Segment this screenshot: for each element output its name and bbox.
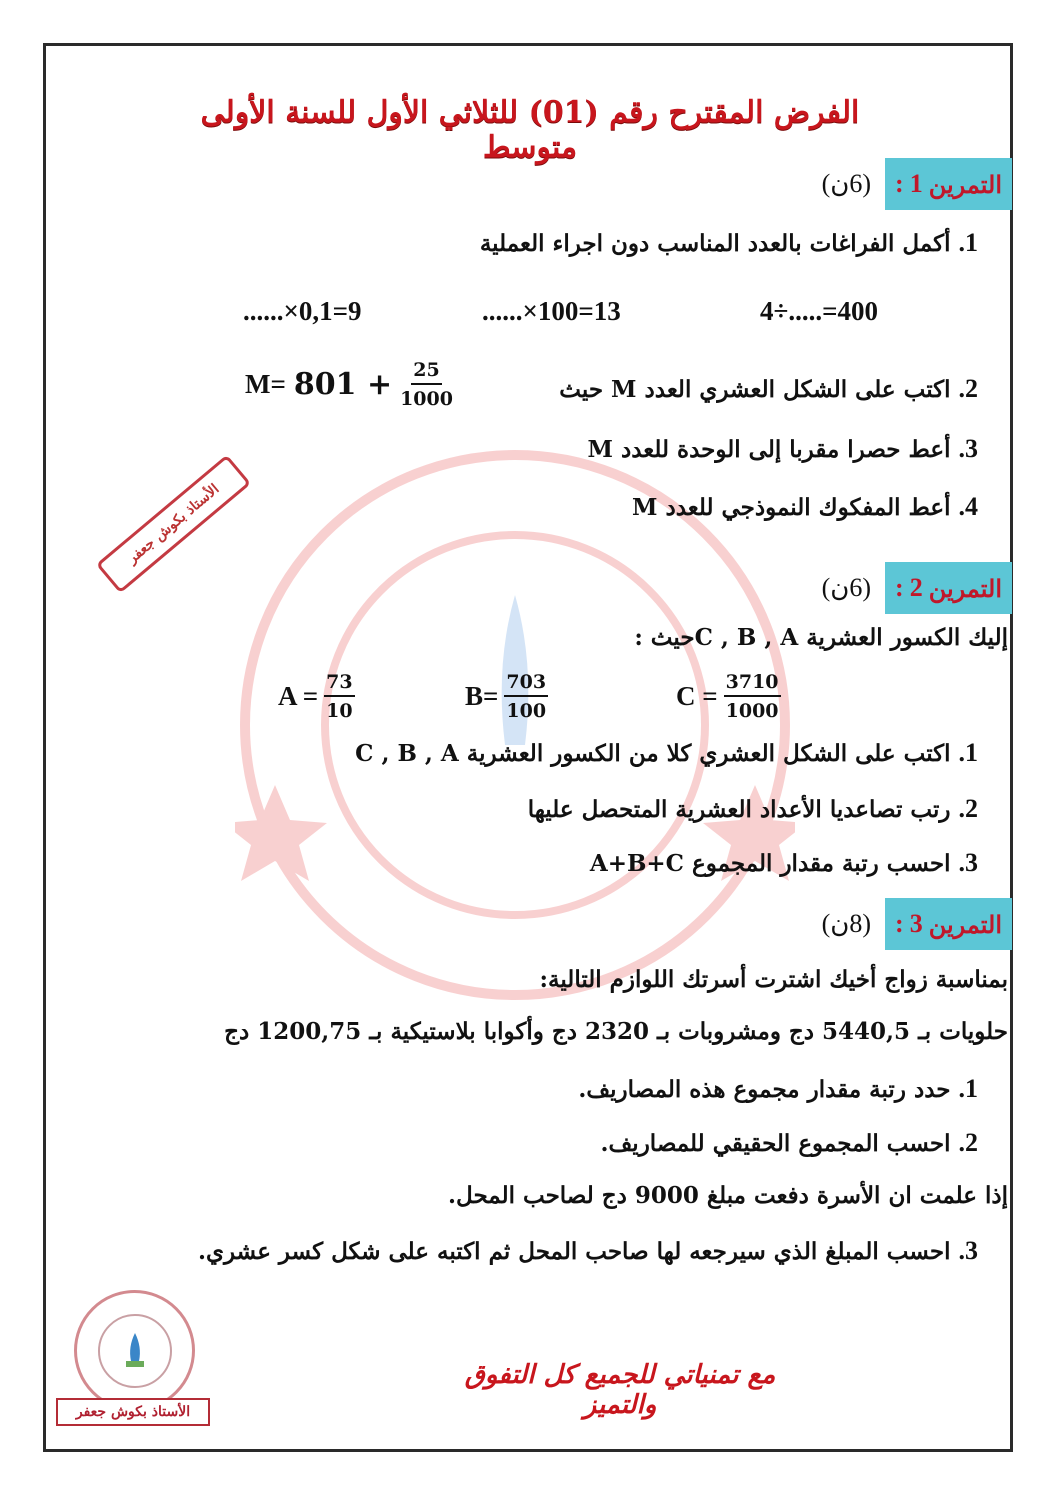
ex3-question-1: 1. حدد رتبة مقدار مجموع هذه المصاريف. bbox=[578, 1074, 978, 1103]
ex2-question-2: 2. رتب تصاعديا الأعداد العشرية المتحصل عليها bbox=[527, 794, 978, 823]
ex2-question-1: 1. اكتب على الشكل العشري كلا من الكسور العشرية C , B , A bbox=[355, 738, 978, 767]
exercise-1-header bbox=[822, 158, 1012, 210]
ex3-question-2: 2. احسب المجموع الحقيقي للمصاريف. bbox=[600, 1128, 978, 1157]
teacher-stamp: الأستاذ بكوش جعفر bbox=[96, 454, 251, 593]
ex1-question-4: 4. أعط المفكوك النموذجي للعدد M bbox=[631, 492, 978, 521]
school-logo-icon bbox=[74, 1290, 195, 1411]
ex3-intro: بمناسبة زواج أخيك اشترت أسرتك اللوازم التالية: bbox=[539, 966, 1008, 993]
page-title: الفرض المقترح رقم (01) للثلاثي الأول للسنة الأولى متوسط bbox=[200, 95, 860, 165]
fraction-a: A = $\frac{73}{10}$ bbox=[278, 671, 353, 722]
ex1-blank-3: ......×0,1=9 bbox=[243, 296, 362, 326]
m-fraction: $\frac{25}{1000}$ bbox=[400, 359, 453, 410]
footer-wish: مع تمنياتي للجميع كل التفوق والتميز bbox=[464, 1360, 776, 1420]
ex1-blank-1: 4÷.....=400 bbox=[760, 296, 878, 326]
exercise-points: (6ن) bbox=[821, 169, 872, 198]
ex3-question-3: 3. احسب المبلغ الذي سيرجعه لها صاحب المحل ثم اكتبه على شكل كسر عشري. bbox=[197, 1236, 978, 1265]
exercise-3-header: التمرين 3 : (8ن) bbox=[822, 898, 1012, 950]
exercise-number: 1 bbox=[909, 169, 923, 198]
ex1-question-2: 2. اكتب على الشكل العشري العدد M حيث bbox=[559, 374, 978, 403]
logo-caption: الأستاذ بكوش جعفر bbox=[56, 1398, 210, 1426]
exercise-label: التمرين bbox=[928, 169, 1002, 199]
ex3-note: إذا علمت ان الأسرة دفعت مبلغ 9000 دج لصاحب المحل. bbox=[448, 1182, 1008, 1209]
ex2-question-3: 3. احسب رتبة مقدار المجموع A+B+C bbox=[589, 848, 978, 877]
ex1-blank-2: ......×100=13 bbox=[482, 296, 621, 326]
fraction-b: B= $\frac{703}{100}$ bbox=[465, 671, 547, 722]
ex1-question-3: 3. أعط حصرا مقربا إلى الوحدة للعدد M bbox=[587, 434, 978, 463]
exercise-2-header: التمرين 2 : (6ن) bbox=[822, 562, 1012, 614]
m-expression: M= 801 + $\frac{25}{1000}$ bbox=[245, 359, 453, 410]
ex3-items: حلويات بـ 5440,5 دج ومشروبات بـ 2320 دج وأكوابا بلاستيكية بـ 1200,75 دج bbox=[224, 1018, 1008, 1045]
fraction-c: C = $\frac{3710}{1000}$ bbox=[676, 671, 779, 722]
ex1-question-1: 1. أكمل الفراغات بالعدد المناسب دون اجراء العملية bbox=[479, 228, 978, 257]
exercise-1-badge: التمرين 1 : bbox=[885, 158, 1012, 210]
ex2-intro: إليك الكسور العشرية C , B , Aحيث : bbox=[634, 624, 1008, 651]
exercise-3-badge: التمرين 3 : bbox=[885, 898, 1012, 950]
exercise-2-badge: التمرين 2 : bbox=[885, 562, 1012, 614]
pen-nib-icon bbox=[120, 1331, 150, 1371]
